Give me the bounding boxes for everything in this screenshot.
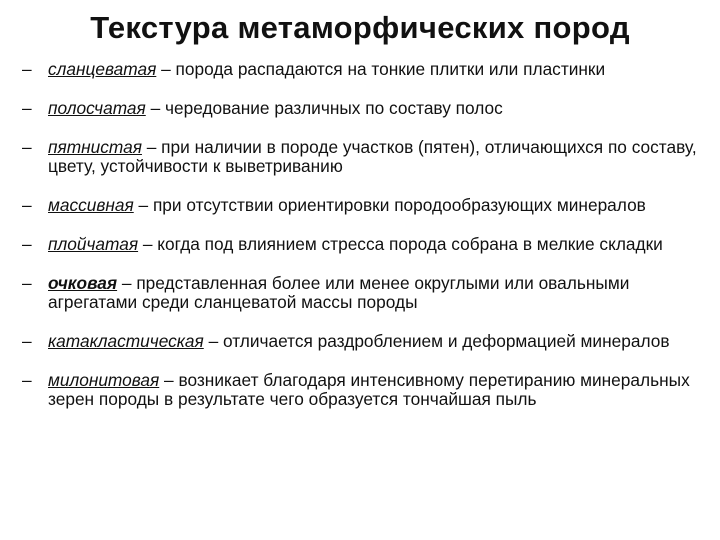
separator: – bbox=[156, 59, 176, 79]
list-item-text bbox=[48, 138, 702, 176]
list-item-text bbox=[48, 60, 702, 79]
list-item bbox=[22, 99, 702, 118]
separator: – bbox=[203, 331, 223, 351]
list-item-text bbox=[48, 332, 702, 351]
list-item bbox=[22, 332, 702, 351]
separator: – bbox=[159, 370, 179, 390]
term: катакластическая bbox=[48, 331, 204, 351]
bullet-dash: – bbox=[22, 331, 32, 351]
list-item bbox=[22, 138, 702, 176]
description: порода распадаются на тонкие плитки или пластинки bbox=[175, 59, 606, 79]
list-item bbox=[22, 371, 702, 409]
term: плойчатая bbox=[48, 234, 139, 254]
list-item-text bbox=[48, 235, 702, 254]
list-item bbox=[22, 196, 702, 215]
bullet-dash: – bbox=[22, 98, 32, 118]
list-item-text bbox=[48, 274, 702, 312]
list-item bbox=[22, 235, 702, 254]
bullet-dash: – bbox=[22, 59, 32, 79]
term: милонитовая bbox=[48, 370, 160, 390]
separator: – bbox=[133, 195, 153, 215]
slide-title: Текстура метаморфических пород bbox=[90, 10, 630, 45]
description: при наличии в породе участков (пятен), отличающихся по составу, цвету, устойчивости к выветриванию bbox=[48, 137, 697, 176]
separator: – bbox=[117, 273, 137, 293]
texture-list bbox=[22, 60, 702, 429]
list-item-text bbox=[48, 371, 702, 409]
list-item bbox=[22, 274, 702, 312]
bullet-dash: – bbox=[22, 234, 32, 254]
term: пятнистая bbox=[48, 137, 142, 157]
bullet-dash: – bbox=[22, 137, 32, 157]
description: отличается раздроблением и деформацией минералов bbox=[222, 331, 670, 351]
separator: – bbox=[138, 234, 158, 254]
bullet-dash: – bbox=[22, 273, 32, 293]
term: массивная bbox=[48, 195, 134, 215]
bullet-dash: – bbox=[22, 195, 32, 215]
bullet-dash: – bbox=[22, 370, 32, 390]
list-item bbox=[22, 60, 702, 79]
description: чередование различных по составу полос bbox=[164, 98, 503, 118]
separator: – bbox=[145, 98, 165, 118]
term: сланцеватая bbox=[48, 59, 157, 79]
term: очковая bbox=[48, 273, 118, 293]
description: возникает благодаря интенсивному перетиранию минеральных зерен породы в результате чего образуется тончайшая пыль bbox=[48, 370, 690, 409]
description: при отсутствии ориентировки породообразующих минералов bbox=[152, 195, 646, 215]
list-item-text bbox=[48, 196, 702, 215]
description: когда под влиянием стресса порода собрана в мелкие складки bbox=[157, 234, 663, 254]
separator: – bbox=[141, 137, 162, 157]
list-item-text bbox=[48, 99, 702, 118]
description: представленная более или менее округлыми или овальными агрегатами среди сланцеватой массы породы bbox=[48, 273, 630, 312]
term: полосчатая bbox=[48, 98, 146, 118]
